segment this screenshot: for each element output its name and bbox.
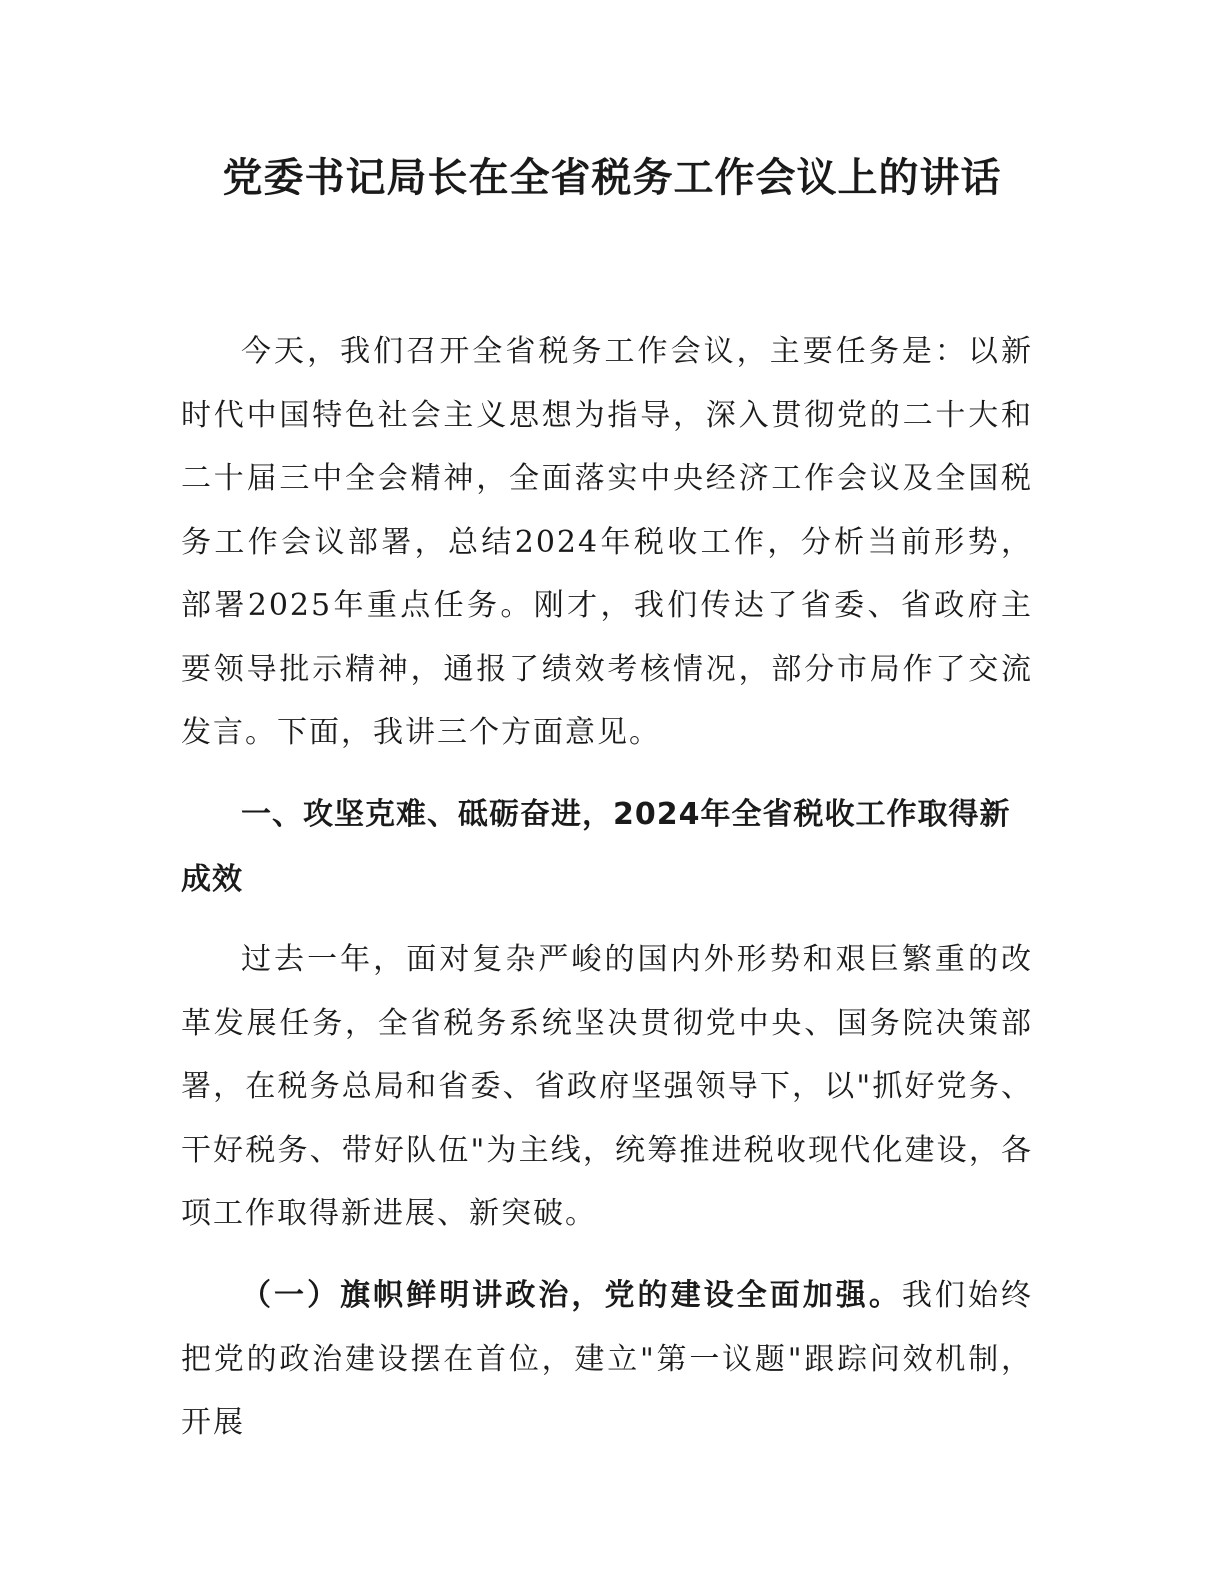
subsection-1-paragraph xyxy=(181,1264,1033,1455)
document-title: 党委书记局长在全省税务工作会议上的讲话 xyxy=(222,155,1002,201)
subsection-1-text: 我们始终把党的政治建设摆在首位，建立"第一议题"跟踪问效机制，开展 xyxy=(181,1278,1034,1440)
intro-paragraph: 今天，我们召开全省税务工作会议，主要任务是：以新时代中国特色社会主义思想为指导，深入贯彻党的二十大和二十届三中全会精神，全面落实中央经济工作会议及全国税务工作会议部署，总结2024年税收工作，分析当前形势，部署2025年重点任务。刚才，我们传达了省委、省政府主要领导批示精神，通报了绩效考核情况，部分市局作了交流发言。下面，我讲三个方面意见。 xyxy=(181,334,1033,750)
section-heading-1: 一、攻坚克难、砥砺奋进，2024年全省税收工作取得新成效 xyxy=(181,797,1011,897)
subsection-1-heading: （一）旗帜鲜明讲政治，党的建设全面加强。 xyxy=(241,1278,902,1313)
section-1-paragraph: 过去一年，面对复杂严峻的国内外形势和艰巨繁重的改革发展任务，全省税务系统坚决贯彻党中央、国务院决策部署，在税务总局和省委、省政府坚强领导下，以"抓好党务、干好税务、带好队伍"为主线，统筹推进税收现代化建设，各项工作取得新进展、新突破。 xyxy=(181,942,1033,1231)
